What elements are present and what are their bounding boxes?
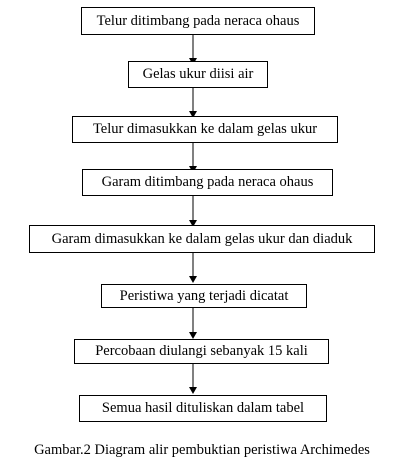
- step-6-record-event: Peristiwa yang terjadi dicatat: [101, 284, 307, 308]
- step-5-add-salt-stir: Garam dimasukkan ke dalam gelas ukur dan diaduk: [29, 225, 375, 253]
- step-3-insert-egg: Telur dimasukkan ke dalam gelas ukur: [72, 116, 338, 143]
- arrowhead-6: [189, 332, 197, 339]
- step-2-fill-cylinder: Gelas ukur diisi air: [128, 61, 268, 88]
- step-7-repeat-15: Percobaan diulangi sebanyak 15 kali: [74, 339, 329, 364]
- step-1-weigh-egg: Telur ditimbang pada neraca ohaus: [81, 7, 315, 35]
- figure-caption: Gambar.2 Diagram alir pembuktian peristiwa Archimedes: [34, 442, 370, 458]
- step-4-weigh-salt: Garam ditimbang pada neraca ohaus: [82, 169, 333, 196]
- step-8-write-table: Semua hasil dituliskan dalam tabel: [79, 395, 327, 422]
- arrowhead-7: [189, 387, 197, 394]
- arrowhead-5: [189, 276, 197, 283]
